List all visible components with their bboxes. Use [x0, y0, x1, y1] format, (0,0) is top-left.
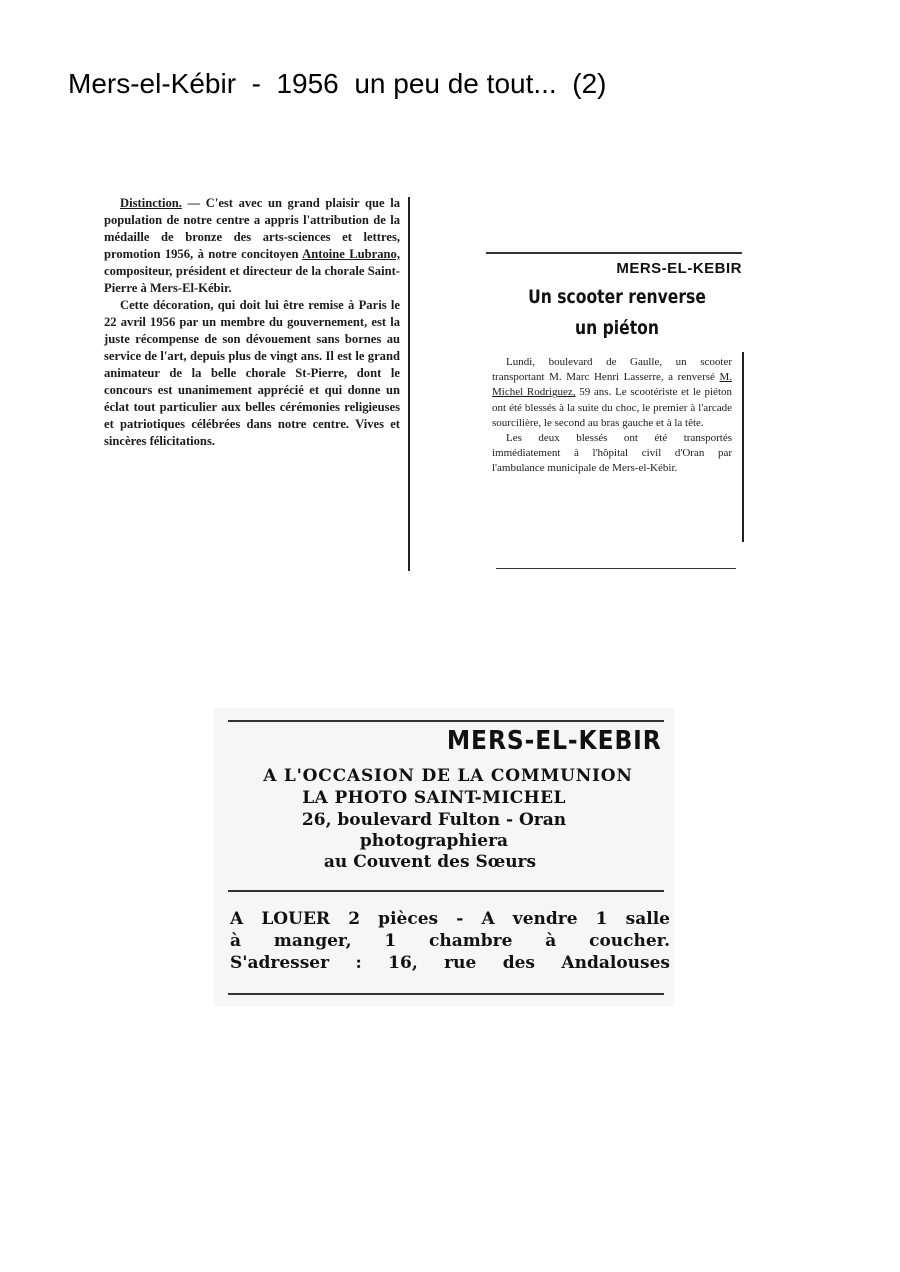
article-paragraph: Les deux blessés ont été transportés immédiatement à l'hôpital civil d'Oran par l'ambulance municipale de Mers-el-Kébir. — [492, 432, 732, 475]
ad-line: photographiera — [359, 831, 509, 851]
clipping-distinction — [104, 195, 412, 575]
ad-line: au Couvent des Sœurs — [323, 852, 537, 872]
person-name: M. Michel Rodriguez, — [492, 371, 732, 399]
headline-line: Un scooter renverse — [528, 286, 706, 308]
article-text: Lundi, boulevard de Gaulle, un scooter transportant M. Marc Henri Lasserre, a renversé — [492, 356, 732, 384]
rent-line: à manger, 1 chambre à coucher. — [230, 931, 670, 951]
article-scooter-text — [492, 355, 732, 477]
page-title: Mers-el-Kébir - 1956 un peu de tout... (2) — [68, 68, 607, 99]
divider-rule — [228, 890, 664, 892]
article-heading: Distinction. — [120, 196, 182, 210]
person-name: Antoine Lubrano, — [302, 247, 400, 261]
clipping-advertisement — [214, 708, 674, 1006]
ad-line: A L'OCCASION DE LA COMMUNION — [263, 766, 633, 786]
column-rule — [742, 352, 744, 542]
ad-line: LA PHOTO SAINT-MICHEL — [302, 788, 566, 808]
headline — [510, 282, 725, 344]
article-paragraph: Cette décoration, qui doit lui être remise à Paris le 22 avril 1956 par un membre du gouvernement, est la juste récompense de son dévouement sans bornes au service de l'art, depuis plus de vingt ans. Il est le grand animateur de la belle chorale St-Pierre, dont le concours est unanimement apprécié et qui donne un éclat tout particulier aux belles cérémonies religieuses et patriotiques célébrées dans notre centre. Vives et sincères félicitations. — [104, 298, 400, 448]
top-rule — [228, 720, 664, 722]
article-intro: — C'est avec un grand plaisir que la population de notre centre a appris l'attribution de la médaille de bronze des arts-sciences et lettres, promotion 1956, à notre concitoyen — [104, 196, 400, 261]
rubric-location: MERS-EL-KEBIR — [447, 726, 662, 756]
rent-line: S'adresser : 16, rue des Andalouses — [230, 953, 670, 973]
rent-line: A LOUER 2 pièces - A vendre 1 salle — [230, 909, 670, 929]
article-text: 59 ans. Le scootériste et le piéton ont été blessés à la suite du choc, le premier à l'arcade sourcilière, le second au bras gauche et à la tête. — [492, 386, 732, 429]
article-distinction-text — [104, 195, 400, 450]
rent-notice — [230, 908, 670, 974]
column-rule — [408, 197, 410, 571]
bottom-rule — [496, 568, 736, 569]
clipping-scooter — [486, 252, 748, 572]
article-intro-end: compositeur, président et directeur de la chorale Saint-Pierre à Mers-El-Kébir. — [104, 264, 400, 295]
headline-line: un piéton — [575, 317, 659, 339]
rubric-location: MERS-EL-KEBIR — [616, 260, 742, 277]
ad-line: 26, boulevard Fulton - Oran — [301, 810, 567, 830]
top-rule — [486, 252, 742, 254]
bottom-rule — [228, 993, 664, 995]
